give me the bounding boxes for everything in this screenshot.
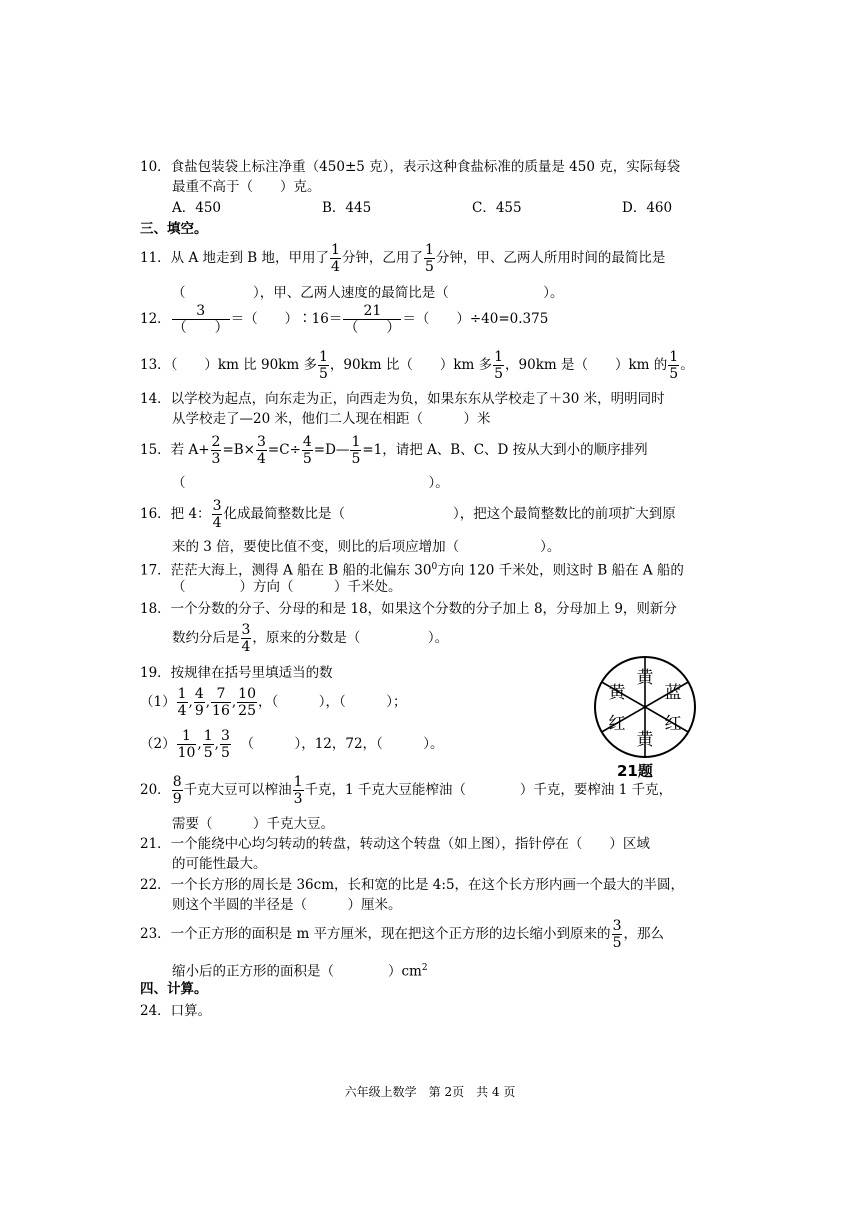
q22-line1: 22．一个长方形的周长是 36cm，长和宽的比是 4:5，在这个长方形内画一个最大的半圆， bbox=[140, 877, 685, 893]
fraction: $\frac{1}{5}$ bbox=[494, 349, 504, 382]
q14-line1: 14．以学校为起点，向东走为正，向西走为负，如果东东从学校走了＋30 米，明明同时 bbox=[140, 391, 665, 407]
fraction: $\frac{3}{4}$ bbox=[212, 498, 222, 531]
q24-line: 24．口算。 bbox=[140, 1003, 212, 1019]
fraction: $\frac{1}{5}$ bbox=[351, 434, 361, 467]
q19-title: 19．按规律在括号里填适当的数 bbox=[140, 665, 333, 681]
q21-line1: 21．一个能绕中心均匀转动的转盘，转动这个转盘（如上图），指针停在（ ）区域 bbox=[140, 836, 650, 852]
fraction: $\frac{2}{3}$ bbox=[211, 434, 221, 467]
fraction: $\frac{1}{5}$ bbox=[203, 728, 213, 761]
spinner-wheel bbox=[592, 654, 698, 760]
q13-line: 13．（ ）km 比 90km 多 $\frac{1}{5}$ ，90km 比（ ）km 多 $\frac{1}{5}$ ，90km 是（ ）km 的 $\frac{1}{5}$ 。 bbox=[140, 349, 694, 382]
fraction: 3 （ ） bbox=[172, 303, 229, 336]
section-fill-in-title: 三、填空。 bbox=[140, 221, 208, 237]
q23-line2: 缩小后的正方形的面积是（ ）$cm^2$ bbox=[172, 963, 428, 980]
fraction: $\frac{8}{9}$ bbox=[172, 774, 182, 807]
section-calc-title: 四、计算。 bbox=[140, 981, 208, 997]
q18-line1: 18．一个分数的分子、分母的和是 18，如果这个分数的分子加上 8，分母加上 9，则新分 bbox=[140, 601, 677, 617]
q16-line1: 16．把 4： $\frac{3}{4}$ 化成最简整数比是（ ），把这个最简整数比的前项扩大到原 bbox=[140, 498, 676, 531]
q18-line2: 数约分后是 $\frac{3}{4}$ ，原来的分数是（ ）。 bbox=[172, 622, 449, 655]
fraction: $\frac{3}{5}$ bbox=[220, 728, 230, 761]
fraction: $\frac{3}{5}$ bbox=[612, 918, 622, 951]
fraction: $\frac{7}{16}$ bbox=[212, 686, 230, 719]
fraction: $\frac{4}{5}$ bbox=[302, 434, 312, 467]
fraction: $\frac{3}{4}$ bbox=[241, 622, 251, 655]
wheel-label-bottom: 黄 bbox=[636, 730, 654, 750]
fraction: $\frac{4}{9}$ bbox=[194, 686, 204, 719]
fraction: $\frac{1}{10}$ bbox=[177, 728, 196, 761]
q20-line1: 20． $\frac{8}{9}$ 千克大豆可以榨油 $\frac{1}{3}$ 千克，1 千克大豆能榨油（ ）千克，要榨油 1 千克， bbox=[140, 774, 673, 807]
q19-part1: （1） $\frac{1}{4}$ , $\frac{4}{9}$ , $\frac{7}{16}$ , $\frac{10}{25}$ ，（ ），（ ）； bbox=[140, 686, 407, 719]
q16-line2: 来的 3 倍，要使比值不变，则比的后项应增加（ ）。 bbox=[172, 539, 561, 555]
q17-line1: 17．茫茫大海上，测得 A 船在 B 船的北偏东 $30^0$方向 120 千米处，则这时 B 船在 A 船的 bbox=[140, 562, 684, 579]
q10-line1: 10．食盐包装袋上标注净重（450±5 克），表示这种食盐标准的质量是 450 克，实际每袋 bbox=[140, 159, 681, 175]
q19-part2: （2） $\frac{1}{10}$ , $\frac{1}{5}$ , $\frac{3}{5}$ （ ），12，72，（ ）。 bbox=[140, 728, 444, 761]
q12-line: 12． 3 （ ） ＝（ ）∶16＝ 21 （ ） ＝（ ）÷40=0.375 bbox=[140, 303, 549, 336]
fraction: $\frac{1}{4}$ bbox=[177, 686, 187, 719]
wheel-caption: 21题 bbox=[617, 762, 653, 780]
fraction: $\frac{1}{3}$ bbox=[293, 774, 303, 807]
wheel-label-upper-left: 黄 bbox=[608, 683, 626, 703]
wheel-label-lower-left: 红 bbox=[608, 714, 626, 734]
q11-line2: （ ），甲、乙两人速度的最简比是（ ）。 bbox=[172, 285, 564, 301]
q11-line1: 11．从 A 地走到 B 地，甲用了 $\frac{1}{4}$ 分钟，乙用了 $\frac{1}{5}$ 分钟，甲、乙两人所用时间的最简比是 bbox=[140, 242, 666, 275]
wheel-label-upper-right: 蓝 bbox=[664, 683, 682, 703]
q15-line2: （ ）。 bbox=[172, 475, 449, 491]
q10-line2: 最重不高于（ ）克。 bbox=[172, 179, 321, 195]
q20-line2: 需要（ ）千克大豆。 bbox=[172, 816, 334, 832]
fraction: $\frac{1}{5}$ bbox=[669, 349, 679, 382]
fraction: $\frac{1}{5}$ bbox=[318, 349, 328, 382]
q10-option-a: A．450 bbox=[172, 200, 222, 216]
fraction: $\frac{10}{25}$ bbox=[238, 686, 256, 719]
page-footer: 六年级上数学 第 2页 共 4 页 bbox=[344, 1085, 516, 1099]
q10-option-b: B．445 bbox=[322, 200, 372, 216]
q15-line1: 15．若 A+ $\frac{2}{3}$ =B× $\frac{3}{4}$ =C÷ $\frac{4}{5}$ =D— $\frac{1}{5}$ =1，请把 A、B、C、D 按从大到小的顺序排列 bbox=[140, 434, 648, 467]
q23-line1: 23．一个正方形的面积是 m 平方厘米，现在把这个正方形的边长缩小到原来的 $\frac{3}{5}$ ，那么 bbox=[140, 918, 664, 951]
q21-line2: 的可能性最大。 bbox=[172, 856, 267, 872]
q22-line2: 则这个半圆的半径是（ ）厘米。 bbox=[172, 897, 402, 913]
q14-line2: 从学校走了—20 米，他们二人现在相距（ ）米 bbox=[172, 411, 491, 427]
q17-line2: （ ）方向（ ）千米处。 bbox=[172, 579, 402, 595]
fraction: 21 （ ） bbox=[344, 303, 401, 336]
fraction: $\frac{1}{5}$ bbox=[424, 242, 434, 275]
q10-option-c: C．455 bbox=[472, 200, 522, 216]
q10-option-d: D．460 bbox=[622, 200, 673, 216]
wheel-label-lower-right: 红 bbox=[664, 714, 682, 734]
wheel-label-top: 黄 bbox=[636, 668, 654, 688]
fraction: $\frac{3}{4}$ bbox=[257, 434, 266, 467]
fraction: $\frac{1}{4}$ bbox=[331, 242, 340, 275]
